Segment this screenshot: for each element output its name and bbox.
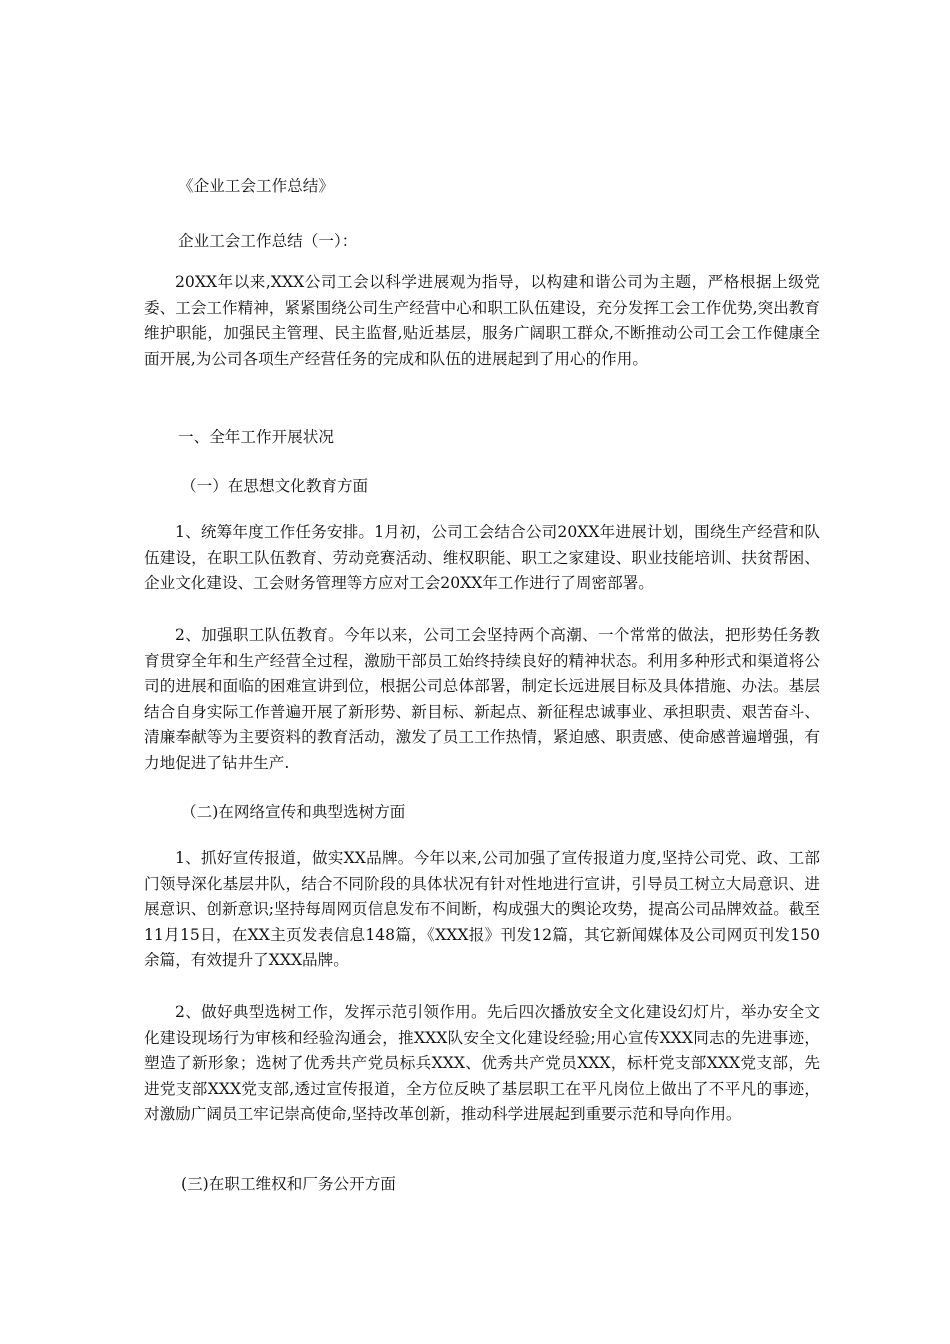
subsection-heading-2: （二)在网络宣传和典型选树方面 [181,803,406,821]
paragraph-2-1: 1、抓好宣传报道，做实XX品牌。今年以来,公司加强了宣传报道力度,坚持公司党、政、工部门领导深化基层井队，结合不同阶段的具体状况有针对性地进行宣讲，引导员工树立大局意识、进展意识、创新意识;坚持每周网页信息发布不间断，构成强大的舆论攻势，提高公司品牌效益。截至11月15日，在XX主页发表信息148篇，《XXX报》刊发12篇，其它新闻媒体及公司网页刊发150余篇，有效提升了XXX品牌。 [144,849,820,969]
document-subtitle: 企业工会工作总结（一）： [178,232,358,250]
paragraph-1-2: 2、加强职工队伍教育。今年以来，公司工会坚持两个高潮、一个常常的做法，把形势任务教育贯穿全年和生产经营全过程，激励干部员工始终持续良好的精神状态。利用多种形式和渠道将公司的进展和面临的困难宣讲到位，根据公司总体部署，制定长远进展目标及具体措施、办法。基层结合自身实际工作普遍开展了新形势、新目标、新起点、新征程忠诚事业、承担职责、艰苦奋斗、清廉奉献等为主要资料的教育活动，激发了员工工作热情，紧迫感、职责感、使命感普遍增强，有力地促进了钻井生产. [144,626,820,772]
document-title: 《企业工会工作总结》 [178,177,334,195]
intro-paragraph: 20XX年以来,XXX公司工会以科学进展观为指导，以构建和谐公司为主题，严格根据上级党委、工会工作精神，紧紧围绕公司生产经营中心和职工队伍建设，充分发挥工会工作优势,突出教育维护职能，加强民主管理、民主监督,贴近基层，服务广阔职工群众,不断推动公司工会工作健康全面开展,为公司各项生产经营任务的完成和队伍的进展起到了用心的作用。 [144,273,820,368]
section-heading-1: 一、全年工作开展状况 [178,428,334,446]
subsection-heading-1: （一）在思想文化教育方面 [181,477,369,495]
subsection-heading-3: (三)在职工维权和厂务公开方面 [181,1175,396,1193]
paragraph-1-1: 1、统筹年度工作任务安排。1月初，公司工会结合公司20XX年进展计划，围绕生产经营和队伍建设，在职工队伍教育、劳动竞赛活动、维权职能、职工之家建设、职业技能培训、扶贫帮困、企业文化建设、工会财务管理等方应对工会20XX年工作进行了周密部署。 [144,523,820,592]
paragraph-2-2: 2、做好典型选树工作，发挥示范引领作用。先后四次播放安全文化建设幻灯片，举办安全文化建设现场行为审核和经验沟通会，推XXX队安全文化建设经验;用心宣传XXX同志的先进事迹，塑造了新形象；选树了优秀共产党员标兵XXX、优秀共产党员XXX，标杆党支部XXX党支部，先进党支部XXX党支部,透过宣传报道，全方位反映了基层职工在平凡岗位上做出了不平凡的事迹，对激励广阔员工牢记崇高使命,坚持改革创新，推动科学进展起到重要示范和导向作用。 [144,1003,820,1123]
